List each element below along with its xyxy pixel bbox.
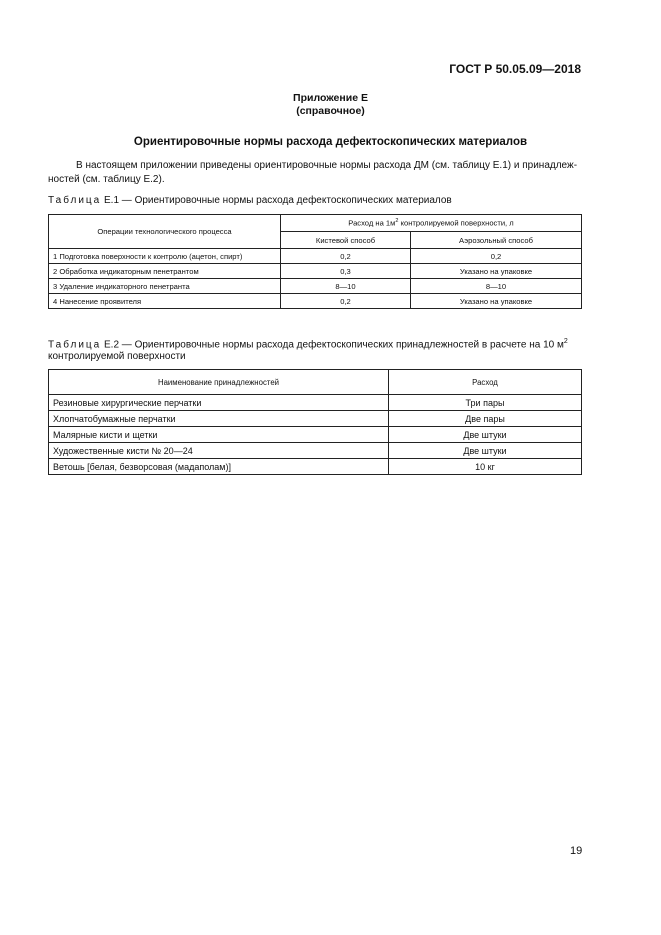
table2-amount-cell: Две штуки <box>389 427 582 443</box>
table1-col-rate-sup: 2 <box>395 218 399 225</box>
table1-brush-cell: 0,3 <box>281 264 411 279</box>
table1-brush-cell: 8—10 <box>281 279 411 294</box>
table2-caption-prefix: Таблица <box>48 339 102 351</box>
document-standard-number: ГОСТ Р 50.05.09—2018 <box>449 62 581 76</box>
section-heading: Ориентировочные нормы расхода дефектоскопических материалов <box>133 136 528 148</box>
table2-col-name: Наименование принадлежностей <box>49 370 389 395</box>
table2-caption-line2: контролируемой поверхности <box>48 351 186 363</box>
table1-col-brush: Кистевой способ <box>281 232 411 249</box>
table1-col-rate-text: Расход на 1м <box>348 218 396 228</box>
table1-op-cell: 3 Удаление индикаторного пенетранта <box>49 279 281 294</box>
table1-aerosol-cell: Указано на упаковке <box>411 264 582 279</box>
table1-aerosol-cell: 8—10 <box>411 279 582 294</box>
table-row <box>49 443 582 459</box>
table1-header-row <box>49 215 582 232</box>
table2-name-cell: Хлопчатобумажные перчатки <box>49 411 389 427</box>
table1-aerosol-cell: 0,2 <box>411 249 582 264</box>
table2-caption-text: Е.2 — Ориентировочные нормы расхода дефектоскопических принадлежностей в расчете на 10 м <box>104 339 564 351</box>
table2-name-cell: Малярные кисти и щетки <box>49 427 389 443</box>
table1-op-cell: 2 Обработка индикаторным пенетрантом <box>49 264 281 279</box>
table-row <box>49 395 582 411</box>
intro-paragraph <box>48 159 582 187</box>
table2-header-row <box>49 370 582 395</box>
table1-op-cell: 1 Подготовка поверхности к контролю (ацетон, спирт) <box>49 249 281 264</box>
intro-line-2: ностей (см. таблицу Е.2). <box>48 174 165 185</box>
table1-op-cell: 4 Нанесение проявителя <box>49 294 281 309</box>
table-row <box>49 294 582 309</box>
table2-amount-cell: 10 кг <box>389 459 582 475</box>
table2-name-cell: Ветошь [белая, безворсовая (мадаполам)] <box>49 459 389 475</box>
table-row <box>49 264 582 279</box>
table2-caption <box>48 336 582 363</box>
table-e1 <box>48 214 582 309</box>
table-row <box>49 459 582 475</box>
table1-col-operations: Операции технологического процесса <box>49 215 281 249</box>
table1-col-rate-tail: контролируемой поверхности, л <box>398 218 514 228</box>
table-row <box>49 279 582 294</box>
table2-amount-cell: Три пары <box>389 395 582 411</box>
table1-brush-cell: 0,2 <box>281 249 411 264</box>
annex-status: (справочное) <box>296 105 365 117</box>
table1-caption-text: Е.1 — Ориентировочные нормы расхода дефектоскопических материалов <box>104 195 452 206</box>
table1-caption-prefix: Таблица <box>48 195 102 206</box>
table-row <box>49 427 582 443</box>
table1-aerosol-cell: Указано на упаковке <box>411 294 582 309</box>
table-row <box>49 249 582 264</box>
table-row <box>49 411 582 427</box>
table2-caption-sup: 2 <box>563 338 568 345</box>
table1-brush-cell: 0,2 <box>281 294 411 309</box>
table2-amount-cell: Две штуки <box>389 443 582 459</box>
table2-amount-cell: Две пары <box>389 411 582 427</box>
table-e2 <box>48 369 582 475</box>
table2-name-cell: Резиновые хирургические перчатки <box>49 395 389 411</box>
page-number: 19 <box>570 845 583 857</box>
table2-name-cell: Художественные кисти № 20—24 <box>49 443 389 459</box>
table1-caption <box>48 195 582 207</box>
annex-block <box>0 92 661 118</box>
table2-col-amount: Расход <box>389 370 582 395</box>
table1-col-aerosol: Аэрозольный способ <box>411 232 582 249</box>
annex-title: Приложение Е <box>293 92 368 104</box>
intro-line-1: В настоящем приложении приведены ориентировочные нормы расхода ДМ (см. таблицу Е.1) и принадлеж- <box>76 160 578 171</box>
table1-col-rate <box>281 215 582 232</box>
